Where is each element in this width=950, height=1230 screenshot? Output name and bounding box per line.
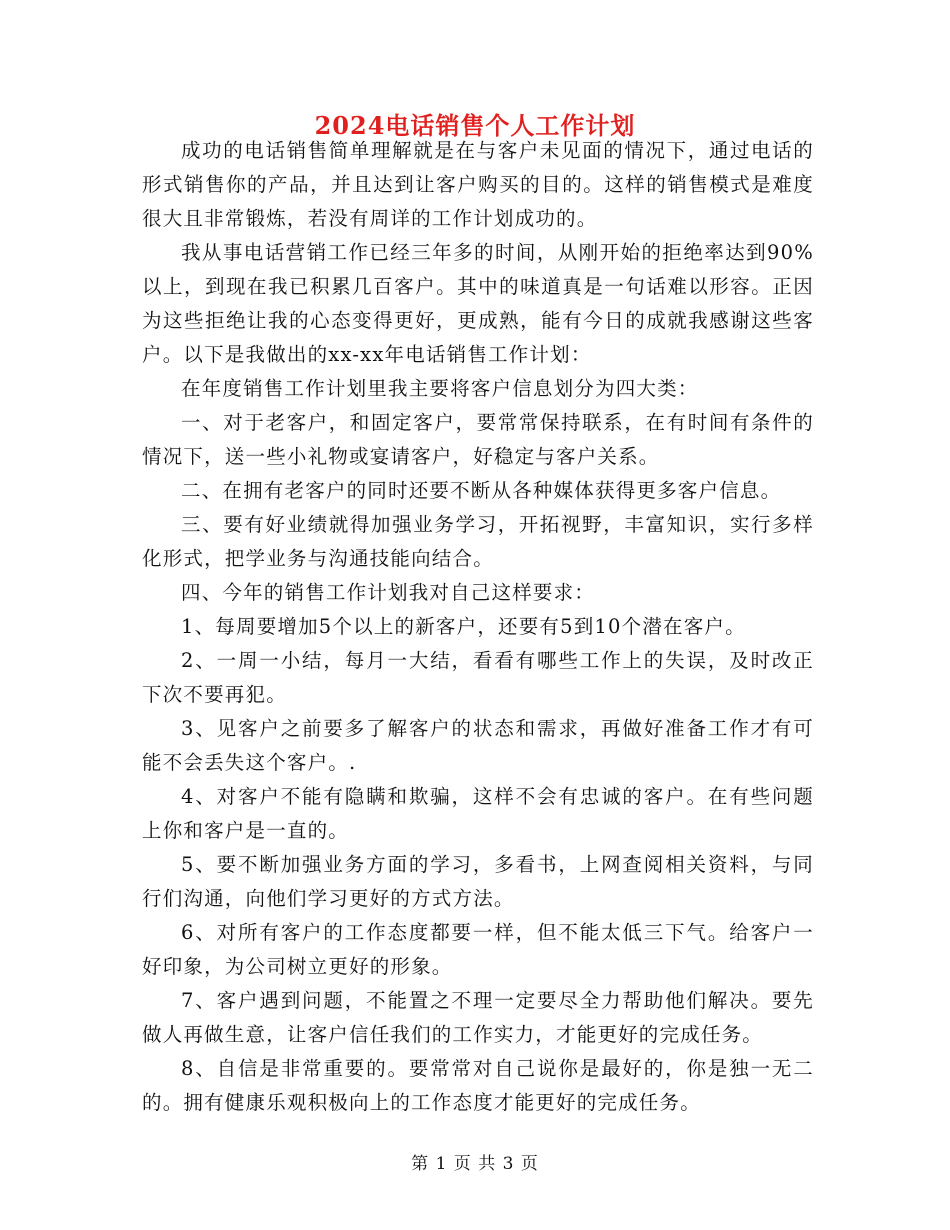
paragraph-intro: 成功的电话销售简单理解就是在与客户未见面的情况下，通过电话的形式销售你的产品，并且达到让客户购买的目的。这样的销售模式是难度很大且非常锻炼，若没有周详的工作计划成功的。 — [142, 139, 814, 230]
paragraph-rule-8: 8、自信是非常重要的。要常常对自己说你是最好的，你是独一无二的。拥有健康乐观积极向上的工作态度才能更好的完成任务。 — [142, 1057, 814, 1114]
paragraph-rule-2: 2、一周一小结，每月一大结，看看有哪些工作上的失误，及时改正下次不要再犯。 — [142, 649, 814, 706]
paragraph-rule-4: 4、对客户不能有隐瞒和欺骗，这样不会有忠诚的客户。在有些问题上你和客户是一直的。 — [142, 785, 814, 842]
paragraph-rule-7: 7、客户遇到问题，不能置之不理一定要尽全力帮助他们解决。要先做人再做生意，让客户信任我们的工作实力，才能更好的完成任务。 — [142, 989, 814, 1046]
paragraph-experience: 我从事电话营销工作已经三年多的时间，从刚开始的拒绝率达到90%以上，到现在我已积累几百客户。其中的味道真是一句话难以形容。正因为这些拒绝让我的心态变得更好，更成熟，能有今日的成就我感谢这些客户。以下是我做出的xx-xx年电话销售工作计划： — [142, 241, 814, 366]
document-title: 2024电话销售个人工作计划 — [314, 111, 636, 140]
paragraph-item-2: 二、在拥有老客户的同时还要不断从各种媒体获得更多客户信息。 — [181, 479, 782, 502]
paragraph-rule-5: 5、要不断加强业务方面的学习，多看书，上网查阅相关资料，与同行们沟通，向他们学习更好的方式方法。 — [142, 853, 814, 910]
paragraph-item-4: 四、今年的销售工作计划我对自己这样要求： — [181, 581, 596, 604]
paragraph-item-1: 一、对于老客户，和固定客户，要常常保持联系，在有时间有条件的情况下，送一些小礼物或宴请客户，好稳定与客户关系。 — [142, 411, 814, 468]
paragraph-rule-6: 6、对所有客户的工作态度都要一样，但不能太低三下气。给客户一好印象，为公司树立更好的形象。 — [142, 921, 814, 978]
paragraph-rule-1: 1、每周要增加5个以上的新客户，还要有5到10个潜在客户。 — [181, 615, 746, 638]
page-number-footer: 第 1 页 共 3 页 — [411, 1154, 539, 1174]
paragraph-rule-3: 3、见客户之前要多了解客户的状态和需求，再做好准备工作才有可能不会丢失这个客户。. — [142, 717, 814, 774]
paragraph-item-3: 三、要有好业绩就得加强业务学习，开拓视野，丰富知识，实行多样化形式，把学业务与沟通技能向结合。 — [142, 513, 814, 570]
document-body — [142, 134, 814, 1120]
paragraph-categories: 在年度销售工作计划里我主要将客户信息划分为四大类： — [181, 377, 699, 400]
